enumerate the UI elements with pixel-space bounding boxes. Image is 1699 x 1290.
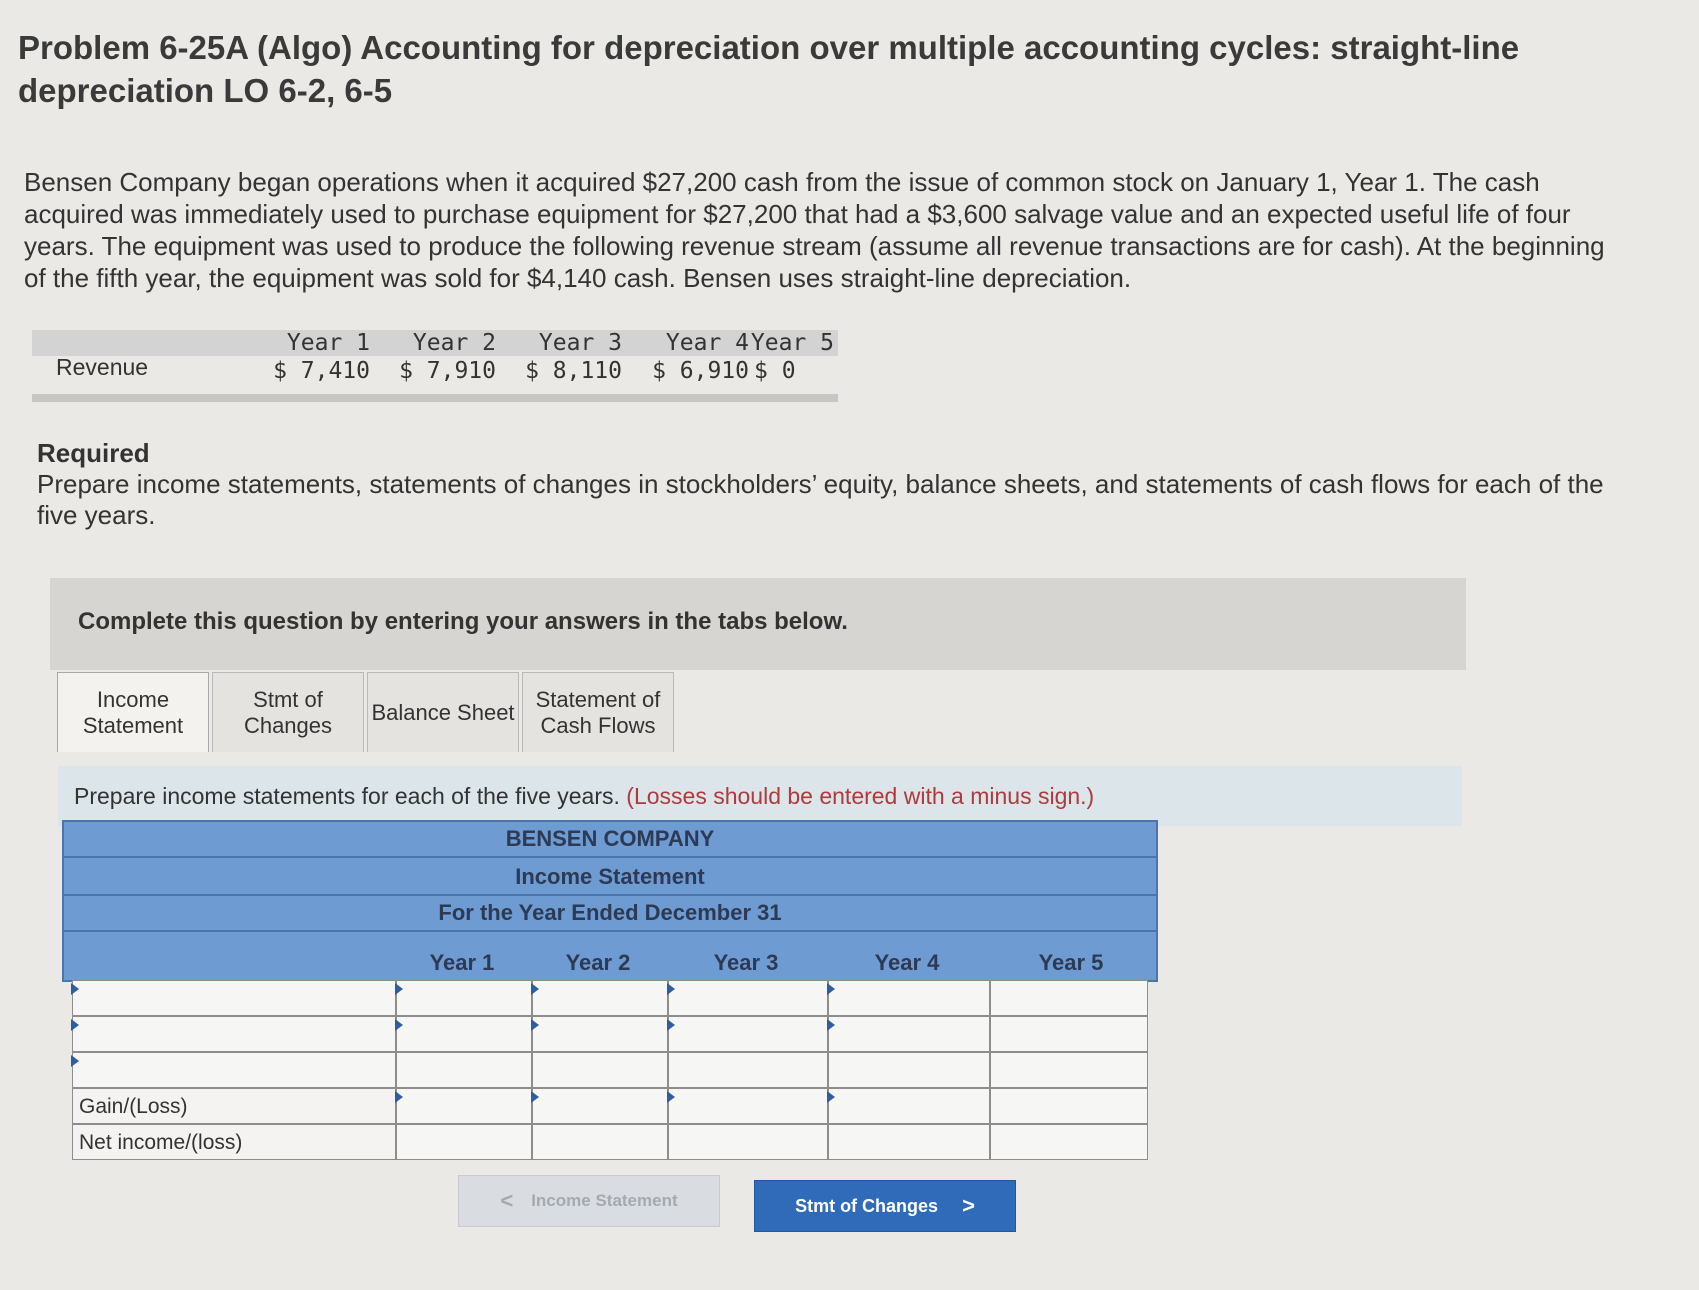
amount-input[interactable] (533, 1053, 667, 1087)
tab-balance-sheet[interactable] (367, 672, 519, 752)
instructions-banner-text: Complete this question by entering your answers in the tabs below. (78, 608, 848, 635)
problem-title: Problem 6-25A (Algo) Accounting for depreciation over multiple accounting cycles: straight-line depreciation LO 6-2, 6-5 (18, 29, 1520, 109)
revenue-col-year-3 (502, 330, 622, 385)
required-section (37, 438, 1617, 531)
amount-input[interactable] (991, 1125, 1147, 1159)
revenue-year-label: Year 5 (750, 330, 834, 356)
tab-label: Balance Sheet (371, 699, 515, 725)
amount-year-3[interactable] (668, 1016, 828, 1052)
header-divider (64, 856, 1156, 858)
amount-input[interactable] (533, 1017, 667, 1051)
amount-year-2[interactable] (532, 1016, 668, 1052)
amount-input[interactable] (991, 1017, 1147, 1051)
gain-loss-row-label (72, 1088, 396, 1124)
tab-label: Statement of Cash Flows (535, 686, 661, 738)
amount-input[interactable] (991, 1089, 1147, 1123)
amount-input[interactable] (669, 1053, 827, 1087)
amount-input[interactable] (829, 1017, 989, 1051)
tab-income-statement[interactable] (57, 672, 209, 752)
amount-input[interactable] (533, 1125, 667, 1159)
amount-year-2[interactable] (532, 980, 668, 1016)
amount-year-5[interactable] (990, 1016, 1148, 1052)
row-label: Net income/(loss) (79, 1131, 243, 1154)
revenue-value: $ 8,110 (525, 358, 622, 384)
tab-stmt-of-changes[interactable] (212, 672, 364, 752)
amount-input[interactable] (669, 1089, 827, 1123)
amount-year-1[interactable] (396, 980, 532, 1016)
statement-header (62, 820, 1158, 982)
amount-year-1[interactable] (396, 1124, 532, 1160)
dropdown-marker-icon (71, 1055, 79, 1067)
dropdown-marker-icon (531, 1091, 539, 1103)
amount-input[interactable] (991, 981, 1147, 1015)
line-item-input[interactable] (73, 1053, 395, 1087)
amount-year-3[interactable] (668, 980, 828, 1016)
statement-period: For the Year Ended December 31 (438, 900, 782, 925)
revenue-year-label: Year 2 (412, 330, 496, 356)
next-tab-button[interactable] (754, 1180, 1016, 1232)
amount-year-1[interactable] (396, 1088, 532, 1124)
table-row (72, 1052, 1148, 1088)
amount-year-4[interactable] (828, 1088, 990, 1124)
amount-input[interactable] (669, 981, 827, 1015)
company-name: BENSEN COMPANY (505, 826, 715, 851)
dropdown-marker-icon (531, 983, 539, 995)
tab-label: Income Statement (82, 686, 184, 738)
amount-year-3[interactable] (668, 1052, 828, 1088)
revenue-year-label: Year 3 (538, 330, 622, 356)
amount-year-4[interactable] (828, 1016, 990, 1052)
chevron-left-icon: < (500, 1188, 514, 1213)
amount-input[interactable] (533, 1089, 667, 1123)
amount-input[interactable] (829, 981, 989, 1015)
revenue-bottom-bar (32, 394, 838, 402)
amount-input[interactable] (397, 1053, 531, 1087)
amount-input[interactable] (533, 981, 667, 1015)
amount-input[interactable] (829, 1089, 989, 1123)
dropdown-marker-icon (395, 983, 403, 995)
tab-instruction (58, 766, 1462, 826)
amount-year-2[interactable] (532, 1088, 668, 1124)
dropdown-marker-icon (71, 1019, 79, 1031)
amount-input[interactable] (397, 1125, 531, 1159)
next-button-label: Stmt of Changes (795, 1195, 939, 1216)
net-income-row-label (72, 1124, 396, 1160)
amount-year-3[interactable] (668, 1124, 828, 1160)
amount-year-2[interactable] (532, 1124, 668, 1160)
table-row (72, 980, 1148, 1016)
revenue-col-year-4 (629, 330, 749, 385)
required-heading: Required (37, 438, 150, 468)
amount-year-1[interactable] (396, 1016, 532, 1052)
revenue-value: $ 6,910 (652, 358, 749, 384)
line-item-select[interactable] (72, 980, 396, 1016)
amount-year-4[interactable] (828, 980, 990, 1016)
amount-input[interactable] (397, 1017, 531, 1051)
revenue-value: $ 0 (754, 358, 796, 384)
revenue-year-label: Year 4 (665, 330, 749, 356)
revenue-table (32, 330, 838, 402)
amount-year-3[interactable] (668, 1088, 828, 1124)
instruction-note: (Losses should be entered with a minus sign.) (626, 783, 1095, 809)
header-divider (64, 894, 1156, 896)
line-item-select[interactable] (72, 1016, 396, 1052)
table-row (72, 1124, 1148, 1160)
instruction-text: Prepare income statements for each of the five years. (74, 783, 620, 809)
dropdown-marker-icon (667, 983, 675, 995)
line-item-input[interactable] (73, 1017, 395, 1051)
dropdown-marker-icon (71, 983, 79, 995)
dropdown-marker-icon (667, 1091, 675, 1103)
amount-year-4[interactable] (828, 1052, 990, 1088)
dropdown-marker-icon (827, 1019, 835, 1031)
table-row (72, 1016, 1148, 1052)
dropdown-marker-icon (827, 983, 835, 995)
amount-input[interactable] (397, 981, 531, 1015)
revenue-col-year-5 (742, 330, 834, 385)
column-header-year-2: Year 2 (565, 950, 631, 975)
amount-year-4[interactable] (828, 1124, 990, 1160)
statement-name: Income Statement (515, 864, 705, 889)
column-header-year-5: Year 5 (1038, 950, 1104, 975)
tab-label: Stmt of Changes (243, 686, 333, 738)
revenue-col-year-2 (376, 330, 496, 385)
amount-year-1[interactable] (396, 1052, 532, 1088)
previous-tab-button[interactable] (458, 1175, 720, 1227)
dropdown-marker-icon (395, 1091, 403, 1103)
column-header-year-4: Year 4 (874, 950, 940, 975)
revenue-value: $ 7,410 (273, 358, 370, 384)
chevron-right-icon: > (962, 1193, 975, 1218)
amount-year-5[interactable] (990, 980, 1148, 1016)
amount-input[interactable] (991, 1053, 1147, 1087)
table-row (72, 1088, 1148, 1124)
line-item-input[interactable] (73, 981, 395, 1015)
instructions-banner (50, 578, 1466, 670)
amount-input[interactable] (669, 1125, 827, 1159)
amount-year-5[interactable] (990, 1088, 1148, 1124)
column-header-year-3: Year 3 (713, 950, 779, 975)
required-text: Prepare income statements, statements of changes in stockholders’ equity, balance sheets, and statements of cash flows for each of the five years. (37, 469, 1604, 530)
amount-year-5[interactable] (990, 1052, 1148, 1088)
line-item-select[interactable] (72, 1052, 396, 1088)
row-label: Gain/(Loss) (79, 1095, 188, 1118)
amount-input[interactable] (829, 1125, 989, 1159)
amount-input[interactable] (397, 1089, 531, 1123)
header-divider (64, 930, 1156, 932)
previous-button-label: Income Statement (531, 1191, 678, 1210)
revenue-year-label: Year 1 (286, 330, 370, 356)
dropdown-marker-icon (667, 1019, 675, 1031)
revenue-row-label: Revenue (56, 354, 149, 380)
revenue-col-year-1 (250, 330, 370, 385)
problem-description: Bensen Company began operations when it acquired $27,200 cash from the issue of common stock on January 1, Year 1. The cash acquired was immediately used to purchase equipment for $27,200 that had a $3,600 salvage value and an expected useful life of four years. The equipment was used to produce the following revenue stream (assume all revenue transactions are for cash). At the beginning of the fifth year, the equipment was sold for $4,140 cash. Bensen uses straight-line depreciation. (24, 167, 1605, 293)
tab-statement-of-cash-flows[interactable] (522, 672, 674, 752)
revenue-value: $ 7,910 (399, 358, 496, 384)
dropdown-marker-icon (531, 1019, 539, 1031)
amount-year-2[interactable] (532, 1052, 668, 1088)
dropdown-marker-icon (827, 1091, 835, 1103)
dropdown-marker-icon (395, 1019, 403, 1031)
amount-input[interactable] (669, 1017, 827, 1051)
amount-input[interactable] (829, 1053, 989, 1087)
amount-year-5[interactable] (990, 1124, 1148, 1160)
column-header-year-1: Year 1 (429, 950, 495, 975)
